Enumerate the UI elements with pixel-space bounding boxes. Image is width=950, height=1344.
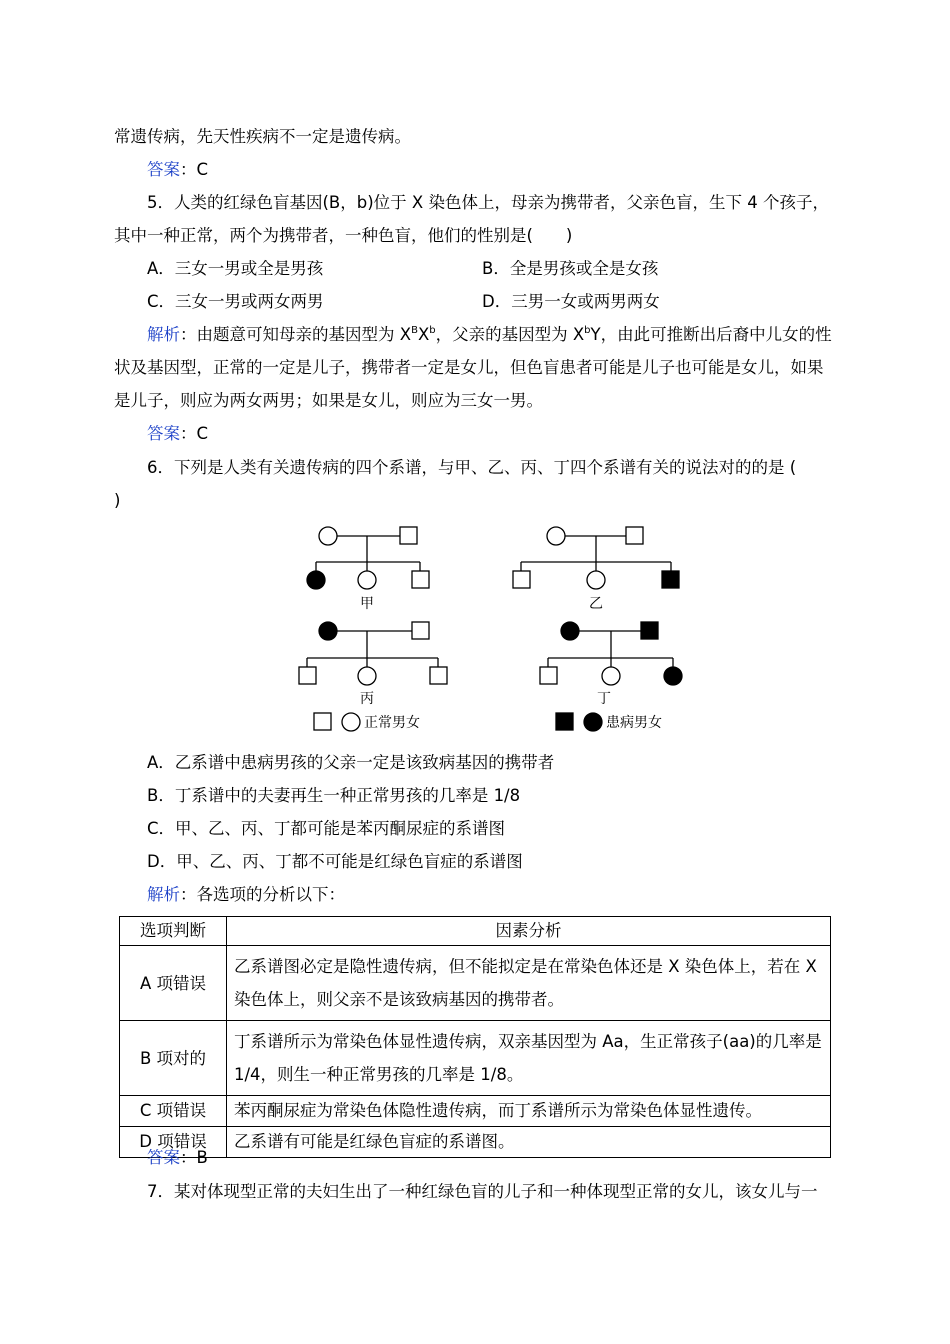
pedigree-yi — [513, 527, 679, 589]
legend-normal-male — [314, 713, 331, 730]
answer-line — [147, 1147, 208, 1169]
answer-label: 答案 — [147, 424, 180, 443]
row-analysis: 乙系谱图必定是隐性遗传病，但不能拟定是在常染色体还是 X 染色体上，若在 X 染色体上，则父亲不是该致病基因的携带者。 — [227, 946, 831, 1021]
analysis-table — [119, 916, 831, 1158]
question-5-line-1: 5．人类的红绿色盲基因(B，b)位于 X 染色体上，母亲为携带者，父亲色盲，生下 4 个孩子， — [147, 193, 829, 212]
answer-label: 答案 — [147, 160, 180, 179]
legend-normal-label: 正常男女 — [364, 715, 420, 731]
row-judge: D 项错误 — [120, 1127, 227, 1158]
question-7-line-1: 7．某对体现型正常的夫妇生出了一种红绿色盲的儿子和一种体现型正常的女儿，该女儿与一 — [147, 1182, 818, 1201]
normal-male-symbol — [412, 571, 429, 588]
header-judge: 选项判断 — [120, 917, 227, 946]
normal-female-symbol — [319, 527, 337, 545]
row-analysis: 丁系谱所示为常染色体显性遗传病，双亲基因型为 Aa，生正常孩子(aa)的几率是 1/4，则生一种正常男孩的几率是 1/8。 — [227, 1021, 831, 1096]
normal-female-symbol — [358, 667, 376, 685]
pedigree-label-bing: 丙 — [360, 691, 374, 707]
explanation-6 — [147, 884, 345, 906]
legend-affected-female — [584, 713, 602, 731]
normal-male-symbol — [400, 527, 417, 544]
explanation-5-line-1 — [147, 324, 832, 346]
row-judge: A 项错误 — [120, 946, 227, 1021]
explanation-5-line-3: 是儿子，则应为两女两男；如果是女儿，则应为三女一男。 — [114, 391, 543, 410]
exp-text: ，父亲的基因型为 X — [435, 325, 585, 344]
normal-male-symbol — [540, 667, 557, 684]
superscript: b — [429, 325, 436, 336]
q5-option-d: D．三男一女或两男两女 — [482, 292, 660, 311]
answer-label: 答案 — [147, 1148, 180, 1167]
row-judge: C 项错误 — [120, 1096, 227, 1127]
table-header-row — [120, 917, 831, 946]
normal-female-symbol — [587, 571, 605, 589]
answer-value: ：C — [180, 160, 209, 179]
q6-option-b: B．丁系谱中的夫妻再生一种正常男孩的几率是 1/8 — [147, 786, 521, 805]
q6-option-d: D．甲、乙、丙、丁都不可能是红绿色盲症的系谱图 — [147, 852, 523, 871]
exp-text: ：由题意可知母亲的基因型为 X — [180, 325, 412, 344]
table-row — [120, 1096, 831, 1127]
answer-value: ：B — [180, 1148, 208, 1167]
superscript: b — [584, 325, 591, 336]
affected-male-symbol — [641, 622, 658, 639]
pedigree-diagram — [290, 518, 700, 740]
explanation-5-line-2: 状及基因型，正常的一定是儿子，携带者一定是女儿，但色盲患者可能是儿子也可能是女儿，如果 — [114, 358, 824, 377]
affected-female-symbol — [664, 667, 682, 685]
answer-line — [147, 159, 208, 181]
row-judge: B 项对的 — [120, 1021, 227, 1096]
normal-female-symbol — [358, 571, 376, 589]
pedigree-label-yi: 乙 — [589, 596, 603, 612]
q6-option-a: A．乙系谱中患病男孩的父亲一定是该致病基因的携带者 — [147, 753, 555, 772]
exp-text: ：各选项的分析以下： — [180, 885, 345, 904]
answer-line — [147, 423, 208, 445]
normal-male-symbol — [412, 622, 429, 639]
answer-value: ：C — [180, 424, 209, 443]
table-row — [120, 946, 831, 1021]
header-analysis: 因素分析 — [227, 917, 831, 946]
affected-male-symbol — [662, 571, 679, 588]
superscript: B — [411, 325, 418, 336]
question-6-line-1: 6．下列是人类有关遗传病的四个系谱，与甲、乙、丙、丁四个系谱有关的说法对的的是 ( — [147, 458, 797, 477]
row-analysis: 苯丙酮尿症为常染色体隐性遗传病，而丁系谱所示为常染色体显性遗传。 — [227, 1096, 831, 1127]
pedigree-jia — [307, 527, 429, 589]
question-5-line-2: 其中一种正常，两个为携带者，一种色盲，他们的性别是( ) — [114, 226, 573, 245]
q5-option-a: A．三女一男或全是男孩 — [147, 259, 324, 278]
legend-affected-label: 患病男女 — [606, 715, 662, 731]
affected-female-symbol — [319, 622, 337, 640]
q5-option-b: B．全是男孩或全是女孩 — [482, 259, 659, 278]
explanation-label: 解析 — [147, 325, 180, 344]
normal-male-symbol — [299, 667, 316, 684]
explanation-label: 解析 — [147, 885, 180, 904]
affected-female-symbol — [307, 571, 325, 589]
q5-option-c: C．三女一男或两女两男 — [147, 292, 324, 311]
normal-male-symbol — [513, 571, 530, 588]
pedigree-ding — [540, 622, 682, 685]
table-row — [120, 1127, 831, 1158]
normal-male-symbol — [430, 667, 447, 684]
table-row — [120, 1021, 831, 1096]
normal-female-symbol — [547, 527, 565, 545]
normal-female-symbol — [602, 667, 620, 685]
normal-male-symbol — [626, 527, 643, 544]
exp-text: X — [417, 325, 430, 344]
pedigree-label-jia: 甲 — [360, 596, 374, 612]
text-line: 常遗传病，先天性疾病不一定是遗传病。 — [114, 127, 411, 146]
legend-affected-male — [556, 713, 573, 730]
legend-normal-female — [342, 713, 360, 731]
question-6-line-2: ) — [114, 491, 121, 510]
q6-option-c: C．甲、乙、丙、丁都可能是苯丙酮尿症的系谱图 — [147, 819, 506, 838]
affected-female-symbol — [561, 622, 579, 640]
pedigree-bing — [299, 622, 447, 685]
exp-text: Y，由此可推断出后裔中儿女的性 — [590, 325, 832, 344]
pedigree-label-ding: 丁 — [597, 691, 611, 707]
row-analysis: 乙系谱有可能是红绿色盲症的系谱图。 — [227, 1127, 831, 1158]
